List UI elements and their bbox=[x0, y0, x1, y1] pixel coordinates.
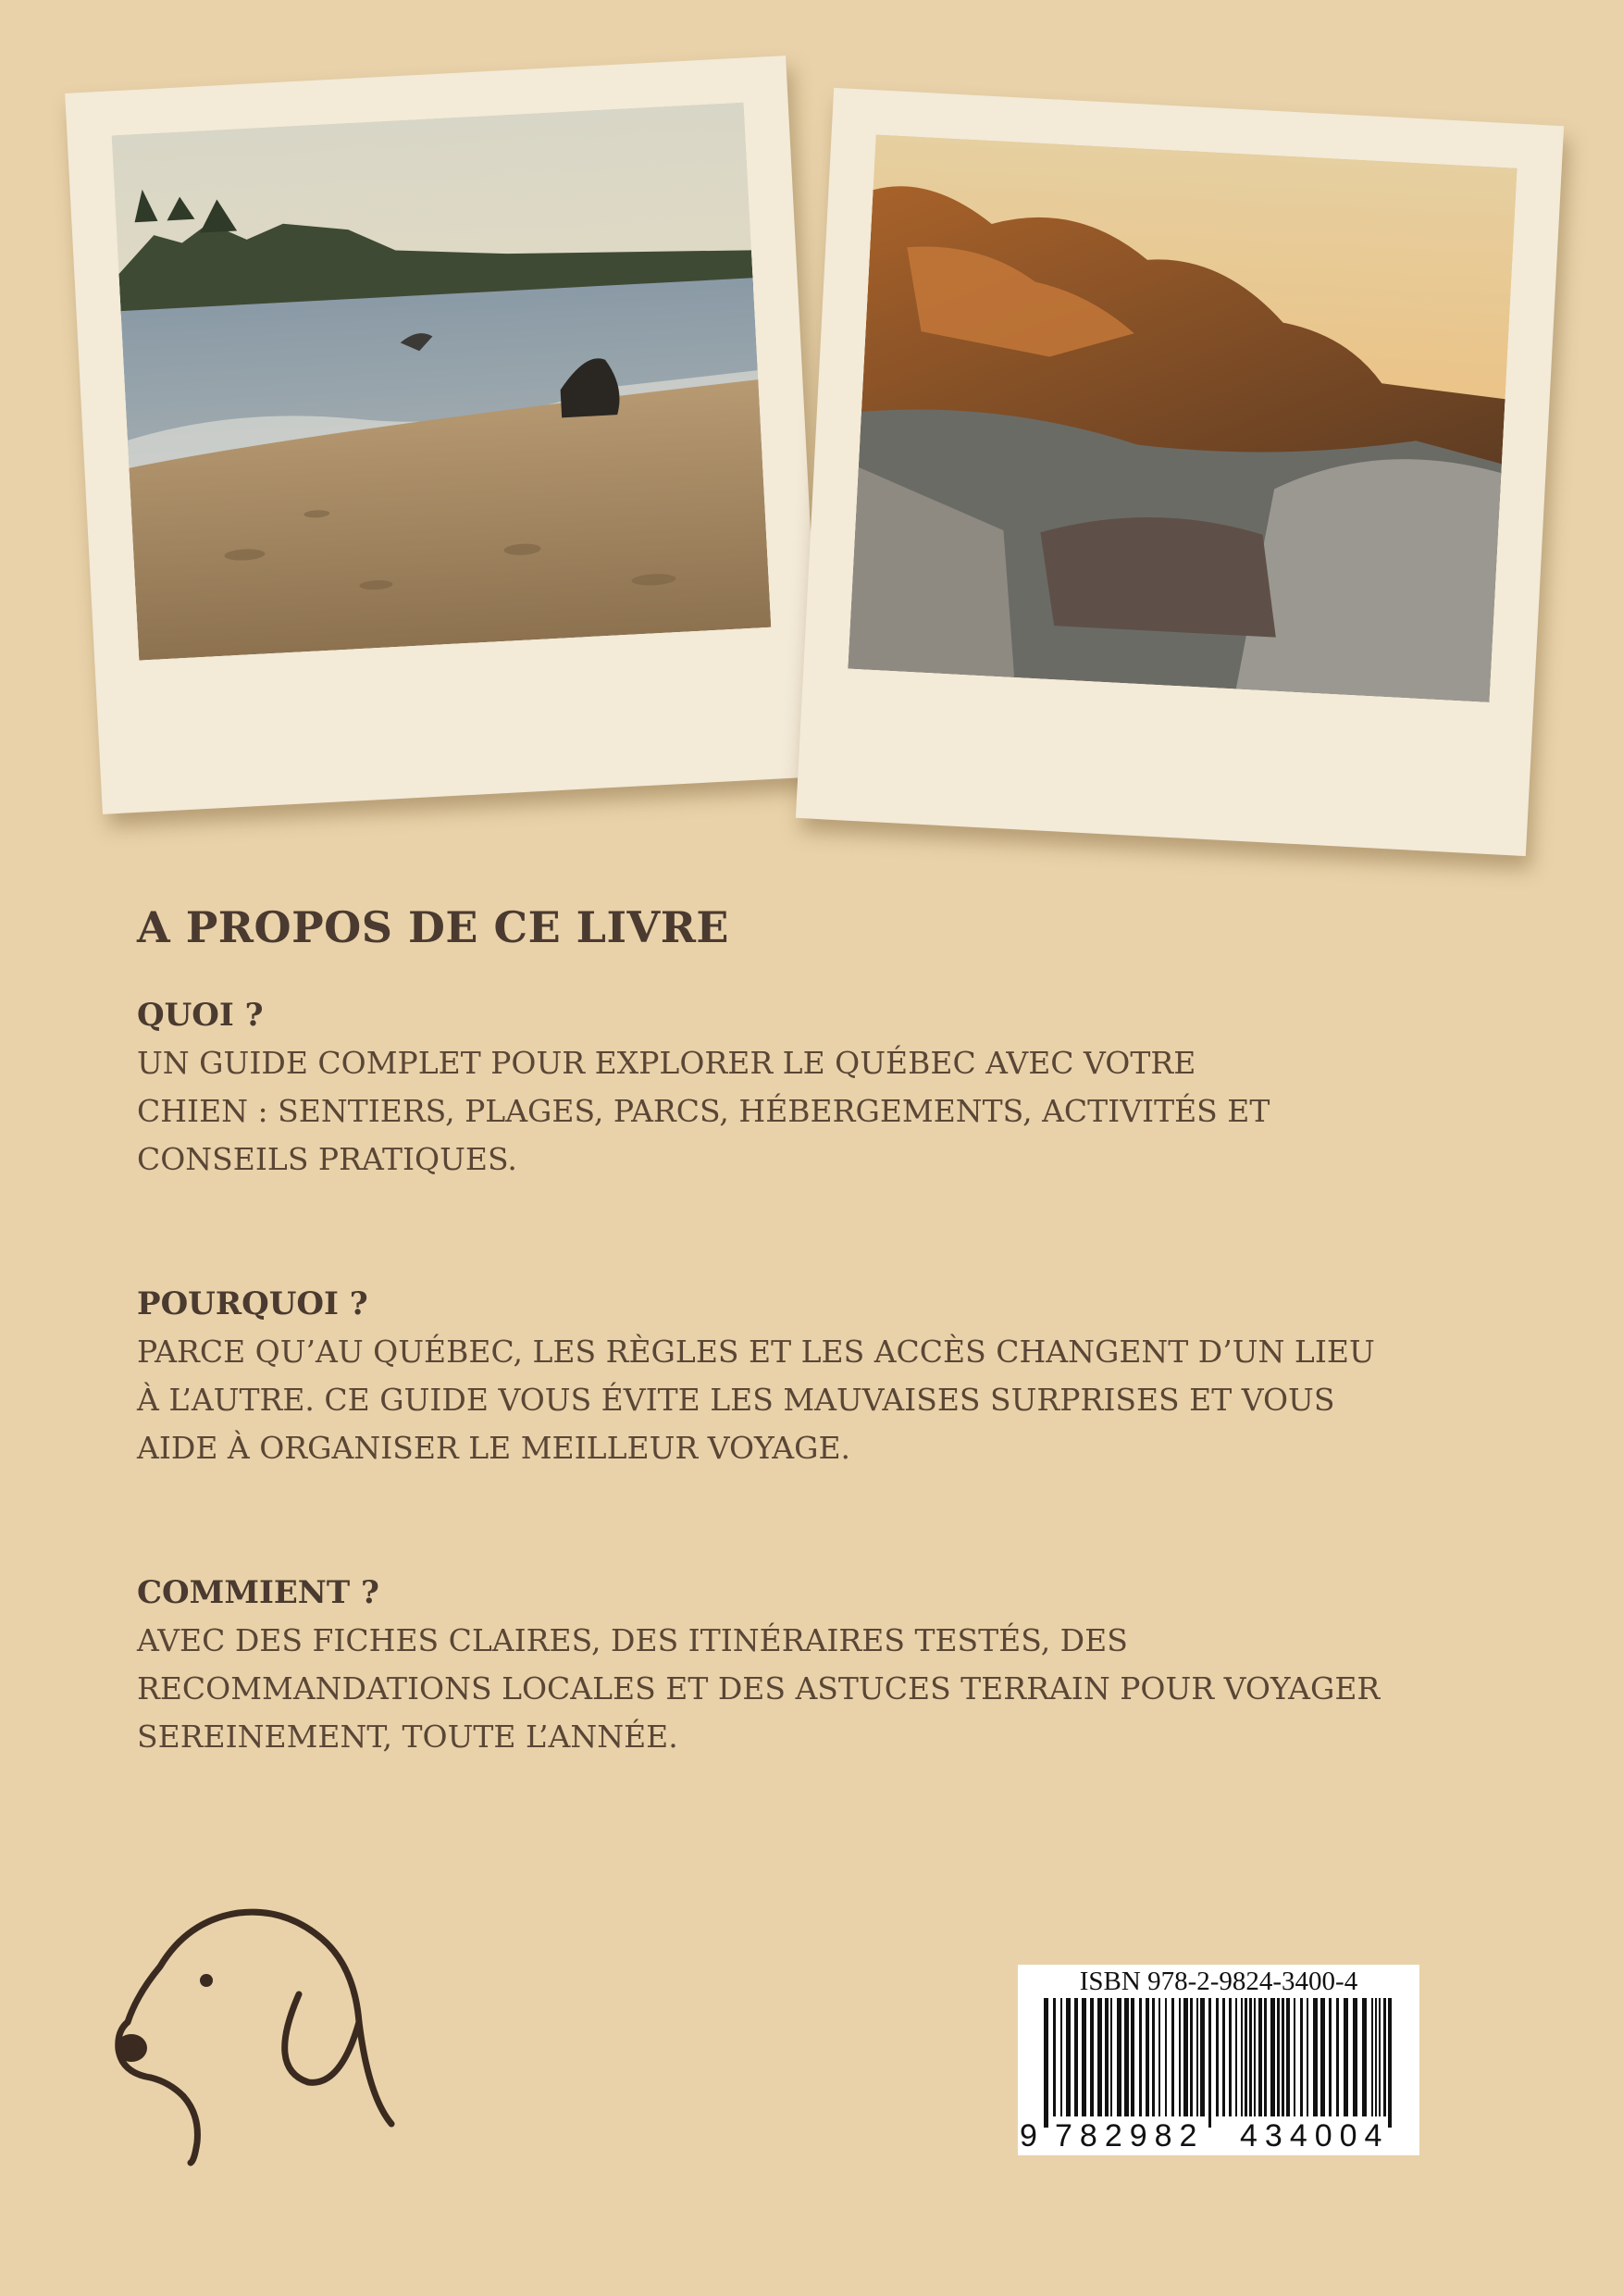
barcode-bar bbox=[1344, 1998, 1348, 2116]
barcode-bar bbox=[1158, 1998, 1160, 2116]
barcode-bar bbox=[1139, 1998, 1142, 2116]
barcode-bar bbox=[1105, 1998, 1109, 2116]
dog-head-icon bbox=[109, 1893, 405, 2170]
isbn-barcode bbox=[1018, 1965, 1419, 2155]
barcode-bars bbox=[1018, 1998, 1419, 2128]
barcode-bar bbox=[1090, 1998, 1094, 2116]
barcode-bar bbox=[1375, 1998, 1377, 2116]
barcode-bar bbox=[1277, 1998, 1280, 2116]
beach-photo bbox=[112, 103, 772, 661]
barcode-bar bbox=[1241, 1998, 1243, 2116]
barcode-bar bbox=[1216, 1998, 1219, 2116]
barcode-bar bbox=[1235, 1998, 1237, 2116]
barcode-bar bbox=[1190, 1998, 1193, 2116]
barcode-digits bbox=[1018, 2118, 1419, 2155]
section-comment bbox=[137, 1574, 1488, 1761]
section-pourquoi bbox=[137, 1285, 1488, 1472]
polaroid-rocks bbox=[796, 88, 1564, 856]
barcode-bar bbox=[1336, 1998, 1339, 2116]
barcode-bar bbox=[1222, 1998, 1225, 2116]
section-title: POURQUOI ? bbox=[137, 1285, 368, 1322]
barcode-bar bbox=[1183, 1998, 1188, 2116]
barcode-bar bbox=[1152, 1998, 1155, 2116]
barcode-bar bbox=[1082, 1998, 1086, 2116]
barcode-digit-first: 9 bbox=[1020, 2118, 1037, 2153]
barcode-bar bbox=[1066, 1998, 1071, 2116]
barcode-bar bbox=[1264, 1998, 1267, 2116]
barcode-bar bbox=[1300, 1998, 1303, 2116]
page-title: A PROPOS DE CE LIVRE bbox=[137, 902, 729, 952]
isbn-label: ISBN 978-2-9824-3400-4 bbox=[1079, 1967, 1358, 1996]
barcode-bar bbox=[1294, 1998, 1295, 2116]
section-title: QUOI ? bbox=[137, 997, 264, 1034]
barcode-bar bbox=[1053, 1998, 1056, 2116]
barcode-bar bbox=[1286, 1998, 1290, 2116]
barcode-bar bbox=[1097, 1998, 1102, 2116]
barcode-bar bbox=[1249, 1998, 1252, 2116]
barcode-bar bbox=[1270, 1998, 1275, 2116]
barcode-bar bbox=[1362, 1998, 1367, 2116]
barcode-digit-group-2: 434004 bbox=[1240, 2118, 1390, 2153]
section-body: AVEC DES FICHES CLAIRES, DES ITINÉRAIRES TESTÉS, DES RECOMMANDATIONS LOCALES ET DES ASTUCES TERRAIN POUR VOYAGER SEREINEMENT, TOUTE L’ANNÉE. bbox=[137, 1622, 1381, 1755]
barcode-bar bbox=[1313, 1998, 1318, 2116]
barcode-bar bbox=[1196, 1998, 1198, 2116]
section-title: COMMIENT ? bbox=[137, 1574, 379, 1611]
barcode-bar bbox=[1165, 1998, 1167, 2116]
section-body: UN GUIDE COMPLET POUR EXPLORER LE QUÉBEC AVEC VOTRE CHIEN : SENTIERS, PLAGES, PARCS, HÉBERGEMENTS, ACTIVITÉS ET CONSEILS PRATIQUES. bbox=[137, 1045, 1270, 1177]
barcode-bar bbox=[1320, 1998, 1325, 2116]
barcode-bar bbox=[1254, 1998, 1256, 2116]
barcode-bar bbox=[1117, 1998, 1121, 2116]
section-body: PARCE QU’AU QUÉBEC, LES RÈGLES ET LES ACCÈS CHANGENT D’UN LIEU À L’AUTRE. CE GUIDE VOUS ÉVITE LES MAUVAISES SURPRISES ET VOUS AIDE À ORGANISER LE MEILLEUR VOYAGE. bbox=[137, 1334, 1375, 1466]
barcode-bar bbox=[1379, 1998, 1381, 2116]
barcode-bar bbox=[1383, 1998, 1386, 2116]
rocks-photo bbox=[848, 134, 1517, 702]
barcode-bar bbox=[1171, 1998, 1174, 2116]
barcode-bar bbox=[1179, 1998, 1181, 2116]
barcode-bar bbox=[1245, 1998, 1247, 2116]
barcode-bar bbox=[1060, 1998, 1062, 2116]
barcode-bar bbox=[1371, 1998, 1373, 2116]
barcode-bar bbox=[1388, 1998, 1392, 2128]
section-quoi bbox=[137, 997, 1488, 1184]
barcode-digit-group-1: 782982 bbox=[1055, 2118, 1205, 2153]
polaroid-beach bbox=[65, 56, 824, 814]
barcode-bar bbox=[1258, 1998, 1262, 2116]
barcode-bar bbox=[1124, 1998, 1129, 2116]
barcode-bar bbox=[1146, 1998, 1149, 2116]
barcode-bar bbox=[1353, 1998, 1357, 2116]
barcode-bar bbox=[1229, 1998, 1232, 2116]
barcode-bar bbox=[1307, 1998, 1308, 2116]
barcode-bar bbox=[1282, 1998, 1284, 2116]
barcode-bar bbox=[1074, 1998, 1078, 2116]
barcode-bar bbox=[1110, 1998, 1112, 2116]
barcode-bar bbox=[1131, 1998, 1134, 2116]
about-section bbox=[137, 902, 1488, 1863]
barcode-bar bbox=[1208, 1998, 1211, 2128]
barcode-bar bbox=[1044, 1998, 1048, 2128]
barcode-bar bbox=[1329, 1998, 1332, 2116]
barcode-bar bbox=[1200, 1998, 1205, 2116]
